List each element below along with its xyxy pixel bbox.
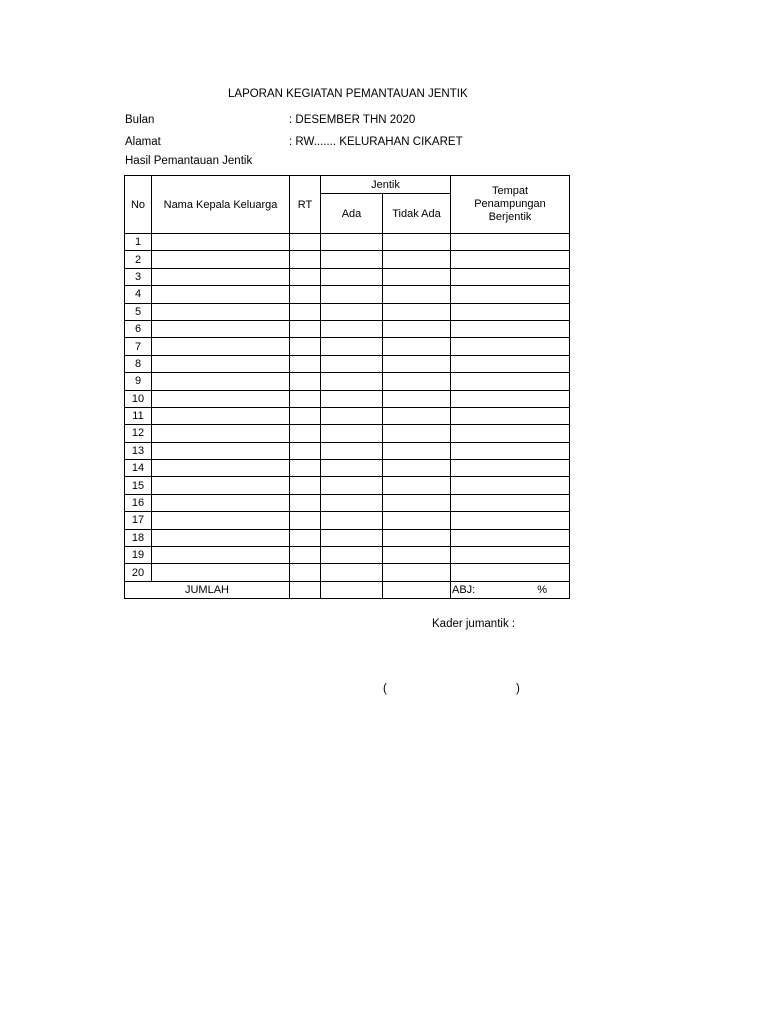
cell-nama[interactable] [152, 234, 290, 251]
cell-nama[interactable] [152, 547, 290, 564]
table-row [125, 512, 570, 529]
cell-ada[interactable] [321, 407, 383, 424]
cell-ada[interactable] [321, 303, 383, 320]
cell-tempat[interactable] [451, 425, 570, 442]
cell-tempat[interactable] [451, 320, 570, 337]
cell-ada[interactable] [321, 234, 383, 251]
cell-tempat[interactable] [451, 512, 570, 529]
row-number: 15 [125, 477, 152, 494]
cell-ada[interactable] [321, 547, 383, 564]
cell-ada[interactable] [321, 477, 383, 494]
row-number: 6 [125, 320, 152, 337]
cell-rt[interactable] [290, 442, 321, 459]
cell-tempat[interactable] [451, 338, 570, 355]
row-number: 10 [125, 390, 152, 407]
cell-nama[interactable] [152, 407, 290, 424]
cell-tempat[interactable] [451, 460, 570, 477]
row-number: 2 [125, 251, 152, 268]
row-number: 16 [125, 494, 152, 511]
cell-ada[interactable] [321, 268, 383, 285]
cell-nama[interactable] [152, 373, 290, 390]
table-row [125, 442, 570, 459]
monitoring-table [124, 175, 570, 599]
cell-rt[interactable] [290, 425, 321, 442]
header-no: No [125, 176, 152, 234]
jumlah-tidak-ada[interactable] [383, 581, 451, 598]
table-row [125, 425, 570, 442]
cell-tempat[interactable] [451, 355, 570, 372]
cell-ada[interactable] [321, 373, 383, 390]
table-row [125, 338, 570, 355]
cell-rt[interactable] [290, 338, 321, 355]
row-number: 19 [125, 547, 152, 564]
cell-rt[interactable] [290, 251, 321, 268]
cell-ada[interactable] [321, 251, 383, 268]
table-row [125, 529, 570, 546]
field-bulan-label: Bulan [125, 114, 155, 126]
cell-tidak-ada[interactable] [383, 494, 451, 511]
cell-tempat[interactable] [451, 407, 570, 424]
cell-ada[interactable] [321, 390, 383, 407]
row-number: 20 [125, 564, 152, 581]
cell-ada[interactable] [321, 512, 383, 529]
cell-tempat[interactable] [451, 234, 570, 251]
kader-label: Kader jumantik : [432, 618, 516, 630]
cell-tidak-ada[interactable] [383, 442, 451, 459]
table-row [125, 547, 570, 564]
cell-tidak-ada[interactable] [383, 234, 451, 251]
cell-ada[interactable] [321, 494, 383, 511]
table-row [125, 373, 570, 390]
table-row [125, 477, 570, 494]
cell-rt[interactable] [290, 390, 321, 407]
report-title: LAPORAN KEGIATAN PEMANTAUAN JENTIK [228, 88, 468, 100]
cell-tempat[interactable] [451, 529, 570, 546]
cell-nama[interactable] [152, 303, 290, 320]
cell-tidak-ada[interactable] [383, 338, 451, 355]
cell-nama[interactable] [152, 494, 290, 511]
header-tidak-ada: Tidak Ada [383, 194, 451, 234]
row-number: 8 [125, 355, 152, 372]
section-label: Hasil Pemantauan Jentik [125, 155, 253, 167]
cell-ada[interactable] [321, 442, 383, 459]
cell-ada[interactable] [321, 564, 383, 581]
row-number: 18 [125, 529, 152, 546]
cell-rt[interactable] [290, 303, 321, 320]
row-number: 12 [125, 425, 152, 442]
cell-tidak-ada[interactable] [383, 373, 451, 390]
cell-tidak-ada[interactable] [383, 529, 451, 546]
header-tempat-line3: Berjentik [488, 211, 532, 223]
row-number: 17 [125, 512, 152, 529]
table-row [125, 355, 570, 372]
field-alamat-label: Alamat [125, 136, 161, 148]
cell-tempat[interactable] [451, 390, 570, 407]
cell-rt[interactable] [290, 494, 321, 511]
cell-nama[interactable] [152, 390, 290, 407]
cell-tempat[interactable] [451, 268, 570, 285]
cell-tidak-ada[interactable] [383, 407, 451, 424]
table-row [125, 494, 570, 511]
row-number: 13 [125, 442, 152, 459]
cell-nama[interactable] [152, 320, 290, 337]
cell-nama[interactable] [152, 460, 290, 477]
signature-paren-close: ) [516, 683, 520, 695]
cell-tidak-ada[interactable] [383, 547, 451, 564]
cell-rt[interactable] [290, 355, 321, 372]
cell-rt[interactable] [290, 373, 321, 390]
cell-tempat[interactable] [451, 564, 570, 581]
cell-tidak-ada[interactable] [383, 268, 451, 285]
cell-tempat[interactable] [451, 494, 570, 511]
abj-percent: % [537, 583, 547, 596]
cell-rt[interactable] [290, 286, 321, 303]
cell-tidak-ada[interactable] [383, 320, 451, 337]
row-number: 9 [125, 373, 152, 390]
cell-nama[interactable] [152, 477, 290, 494]
table-row [125, 303, 570, 320]
table-row [125, 268, 570, 285]
cell-rt[interactable] [290, 407, 321, 424]
field-bulan-value: : DESEMBER THN 2020 [289, 114, 416, 126]
cell-tempat[interactable] [451, 547, 570, 564]
cell-tidak-ada[interactable] [383, 251, 451, 268]
cell-nama[interactable] [152, 338, 290, 355]
cell-nama[interactable] [152, 251, 290, 268]
cell-ada[interactable] [321, 286, 383, 303]
jumlah-ada[interactable] [321, 581, 383, 598]
table-row [125, 286, 570, 303]
cell-ada[interactable] [321, 338, 383, 355]
cell-tidak-ada[interactable] [383, 355, 451, 372]
cell-rt[interactable] [290, 268, 321, 285]
row-number: 11 [125, 407, 152, 424]
cell-rt[interactable] [290, 477, 321, 494]
table-row [125, 460, 570, 477]
cell-nama[interactable] [152, 564, 290, 581]
table-row [125, 320, 570, 337]
field-alamat-value: : RW....... KELURAHAN CIKARET [289, 136, 463, 148]
cell-ada[interactable] [321, 460, 383, 477]
cell-tidak-ada[interactable] [383, 477, 451, 494]
cell-ada[interactable] [321, 320, 383, 337]
header-nama: Nama Kepala Keluarga [152, 176, 290, 234]
row-number: 7 [125, 338, 152, 355]
jumlah-rt[interactable] [290, 581, 321, 598]
abj-cell[interactable] [451, 581, 570, 598]
cell-rt[interactable] [290, 512, 321, 529]
cell-nama[interactable] [152, 425, 290, 442]
table-row [125, 390, 570, 407]
signature-paren-open: ( [383, 683, 387, 695]
header-rt: RT [290, 176, 321, 234]
header-ada: Ada [321, 194, 383, 234]
cell-nama[interactable] [152, 512, 290, 529]
cell-tempat[interactable] [451, 303, 570, 320]
cell-tempat[interactable] [451, 442, 570, 459]
cell-tidak-ada[interactable] [383, 512, 451, 529]
cell-tidak-ada[interactable] [383, 564, 451, 581]
cell-ada[interactable] [321, 425, 383, 442]
cell-tidak-ada[interactable] [383, 425, 451, 442]
cell-nama[interactable] [152, 268, 290, 285]
cell-rt[interactable] [290, 564, 321, 581]
row-number: 3 [125, 268, 152, 285]
cell-ada[interactable] [321, 529, 383, 546]
cell-nama[interactable] [152, 442, 290, 459]
cell-nama[interactable] [152, 286, 290, 303]
cell-ada[interactable] [321, 355, 383, 372]
row-number: 14 [125, 460, 152, 477]
header-tempat-line2: Penampungan [474, 198, 546, 210]
jumlah-label: JUMLAH [125, 581, 290, 598]
header-tempat [451, 176, 570, 234]
cell-rt[interactable] [290, 320, 321, 337]
cell-tidak-ada[interactable] [383, 286, 451, 303]
table-row [125, 251, 570, 268]
header-jentik: Jentik [321, 176, 451, 194]
cell-tempat[interactable] [451, 251, 570, 268]
row-number: 1 [125, 234, 152, 251]
table-row [125, 564, 570, 581]
row-number: 4 [125, 286, 152, 303]
abj-label: ABJ: [452, 584, 476, 596]
cell-tempat[interactable] [451, 286, 570, 303]
cell-rt[interactable] [290, 460, 321, 477]
cell-tidak-ada[interactable] [383, 303, 451, 320]
jumlah-row [125, 581, 570, 598]
cell-tempat[interactable] [451, 373, 570, 390]
cell-tidak-ada[interactable] [383, 390, 451, 407]
cell-nama[interactable] [152, 355, 290, 372]
cell-tidak-ada[interactable] [383, 460, 451, 477]
table-row [125, 234, 570, 251]
table-row [125, 407, 570, 424]
cell-rt[interactable] [290, 529, 321, 546]
cell-rt[interactable] [290, 547, 321, 564]
cell-tempat[interactable] [451, 477, 570, 494]
header-tempat-line1: Tempat [491, 185, 529, 197]
row-number: 5 [125, 303, 152, 320]
cell-nama[interactable] [152, 529, 290, 546]
cell-rt[interactable] [290, 234, 321, 251]
